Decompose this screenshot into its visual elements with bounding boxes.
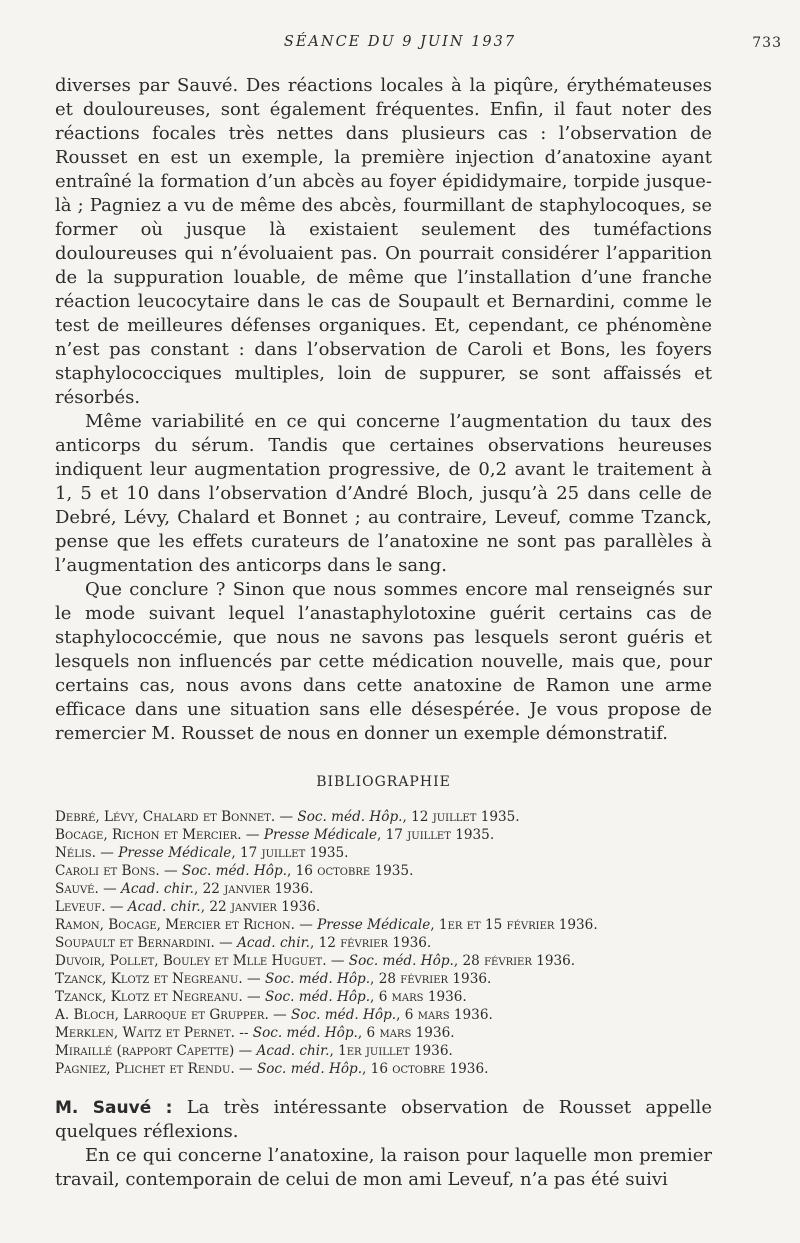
bibliography-entry	[55, 934, 712, 952]
bibliography-list	[55, 808, 712, 1078]
entry-source: Soc. méd. Hôp.	[291, 1007, 397, 1023]
entry-date: , 12 février 1936.	[309, 935, 432, 951]
bibliography-entry	[55, 1042, 712, 1060]
entry-source: Acad. chir.	[237, 935, 310, 951]
entry-source: Soc. méd. Hôp.	[181, 863, 287, 879]
entry-date: , 22 janvier 1936.	[193, 881, 314, 897]
entry-date: , 17 juillet 1935.	[231, 845, 349, 861]
bibliography-heading: BIBLIOGRAPHIE	[316, 774, 451, 790]
discussion-paragraph: En ce qui concerne l’anatoxine, la raison pour laquelle mon premier travail, contemporain de celui de mon ami Leveuf, n’a pas été suivi	[55, 1145, 712, 1190]
article-body	[55, 74, 712, 1192]
entry-authors: Debré, Lévy, Chalard et Bonnet. —	[55, 809, 298, 825]
entry-authors: Duvoir, Pollet, Bouley et Mlle Huguet. —	[55, 953, 349, 969]
paragraph: diverses par Sauvé. Des réactions locales à la piqûre, érythémateuses et douloureuses, sont également fréquentes. Enfin, il faut noter des réactions focales très nettes dans plusieurs cas : l’observation de Rousset en est un exemple, la première injection d’anatoxine ayant entraîné la formation d’un abcès au foyer épididymaire, torpide jusque-là ; Pagniez a vu de même des abcès, fourmillant de staphylocoques, se former où jusque là existaient seulement des tuméfactions douloureuses qui n’évoluaient pas. On pourrait considérer l’apparition de la suppuration louable, de même que l’installation d’une franche réaction leucocytaire dans le cas de Soupault et Bernardini, comme le test de meilleures défenses organiques. Et, cependant, ce phénomène n’est pas constant : dans l’observation de Caroli et Bons, les foyers staphylococciques multiples, loin de suppurer, se sont affaissés et résorbés.	[55, 75, 712, 408]
entry-authors: Nélis. —	[55, 845, 119, 861]
entry-source: Presse Médicale	[118, 845, 232, 861]
entry-source: Acad. chir.	[256, 1043, 330, 1059]
page-header	[0, 34, 800, 58]
bibliography-entry	[55, 880, 712, 898]
entry-date: , 22 janvier 1936.	[200, 899, 321, 915]
bibliography-entry	[55, 808, 712, 826]
entry-date: , 16 octobre 1936.	[362, 1061, 489, 1077]
running-title: SÉANCE DU 9 JUIN 1937	[283, 34, 517, 50]
entry-authors: Pagniez, Plichet et Rendu. —	[55, 1061, 257, 1077]
bibliography-entry	[55, 952, 712, 970]
entry-authors: Merklen, Waitz et Pernet. --	[55, 1025, 253, 1041]
entry-source: Acad. chir.	[127, 899, 201, 915]
entry-date: , 12 juillet 1935.	[402, 809, 520, 825]
entry-date: , 6 mars 1936.	[357, 1025, 455, 1041]
entry-date: , 1er juillet 1936.	[329, 1043, 453, 1059]
page-number: 733	[752, 35, 782, 51]
entry-date: , 28 février 1936.	[370, 971, 492, 987]
bibliography-entry	[55, 916, 712, 934]
entry-authors: Caroli et Bons. —	[55, 863, 182, 879]
bibliography-entry	[55, 862, 712, 880]
bibliography-entry	[55, 898, 712, 916]
bibliography-entry	[55, 1060, 712, 1078]
discussion-text: La très intéressante observation de Rousset appelle quelques réflexions.	[55, 1097, 712, 1142]
discussion-paragraph	[55, 1096, 712, 1144]
speaker-name: M. Sauvé :	[55, 1098, 173, 1118]
entry-authors: Sauvé. —	[55, 881, 122, 897]
paragraph: Même variabilité en ce qui concerne l’augmentation du taux des anticorps du sérum. Tandis que certaines observations heureuses indiquent leur augmentation progressive, de 0,2 avant le traitement à 1, 5 et 10 dans l’observation d’André Bloch, jusqu’à 25 dans celle de Debré, Lévy, Chalard et Bonnet ; au contraire, Leveuf, comme Tzanck, pense que les effets curateurs de l’anatoxine ne sont pas parallèles à l’augmentation des anticorps dans le sang.	[55, 411, 712, 576]
bibliography-entry	[55, 1024, 712, 1042]
entry-source: Soc. méd. Hôp.	[256, 1061, 363, 1077]
entry-date: , 17 juillet 1935.	[377, 827, 495, 843]
entry-source: Soc. méd. Hôp.	[348, 953, 454, 969]
entry-date: , 28 février 1936.	[453, 953, 576, 969]
entry-authors: Tzanck, Klotz et Negreanu. —	[55, 989, 265, 1005]
entry-authors: Miraillé (rapport Capette) —	[55, 1043, 257, 1059]
entry-date: , 6 mars 1936.	[370, 989, 467, 1005]
entry-authors: Leveuf. —	[55, 899, 128, 915]
entry-source: Soc. méd. Hôp.	[264, 989, 371, 1005]
paragraph: Que conclure ? Sinon que nous sommes encore mal renseignés sur le mode suivant lequel l’anastaphylotoxine guérit certains cas de staphylococcémie, que nous ne savons pas lesquels seront guéris et lesquels non influencés par cette médication nouvelle, mais que, pour certains cas, nous avons dans cette anatoxine de Ramon une arme efficace dans une situation sans elle désespérée. Je vous propose de remercier M. Rousset de nous en donner un exemple démonstratif.	[55, 579, 712, 744]
bibliography-entry	[55, 970, 712, 988]
entry-date: , 1er et 15 février 1936.	[430, 917, 598, 933]
entry-authors: Ramon, Bocage, Mercier et Richon. —	[55, 917, 318, 933]
entry-source: Soc. méd. Hôp.	[297, 809, 403, 825]
entry-date: , 6 mars 1936.	[396, 1007, 493, 1023]
entry-source: Presse Médicale	[317, 917, 431, 933]
entry-authors: Tzanck, Klotz et Negreanu. —	[55, 971, 265, 987]
entry-source: Acad. chir.	[121, 881, 194, 897]
entry-authors: Bocage, Richon et Mercier. —	[55, 827, 264, 843]
bibliography-entry	[55, 988, 712, 1006]
entry-authors: A. Bloch, Larroque et Grupper. —	[55, 1007, 292, 1023]
entry-source: Soc. méd. Hôp.	[264, 971, 371, 987]
bibliography-entry	[55, 844, 712, 862]
entry-source: Soc. méd. Hôp.	[252, 1025, 358, 1041]
bibliography-entry	[55, 1006, 712, 1024]
bibliography-entry	[55, 826, 712, 844]
entry-authors: Soupault et Bernardini. —	[55, 935, 238, 951]
entry-source: Presse Médicale	[263, 827, 377, 843]
entry-date: , 16 octobre 1935.	[287, 863, 414, 879]
